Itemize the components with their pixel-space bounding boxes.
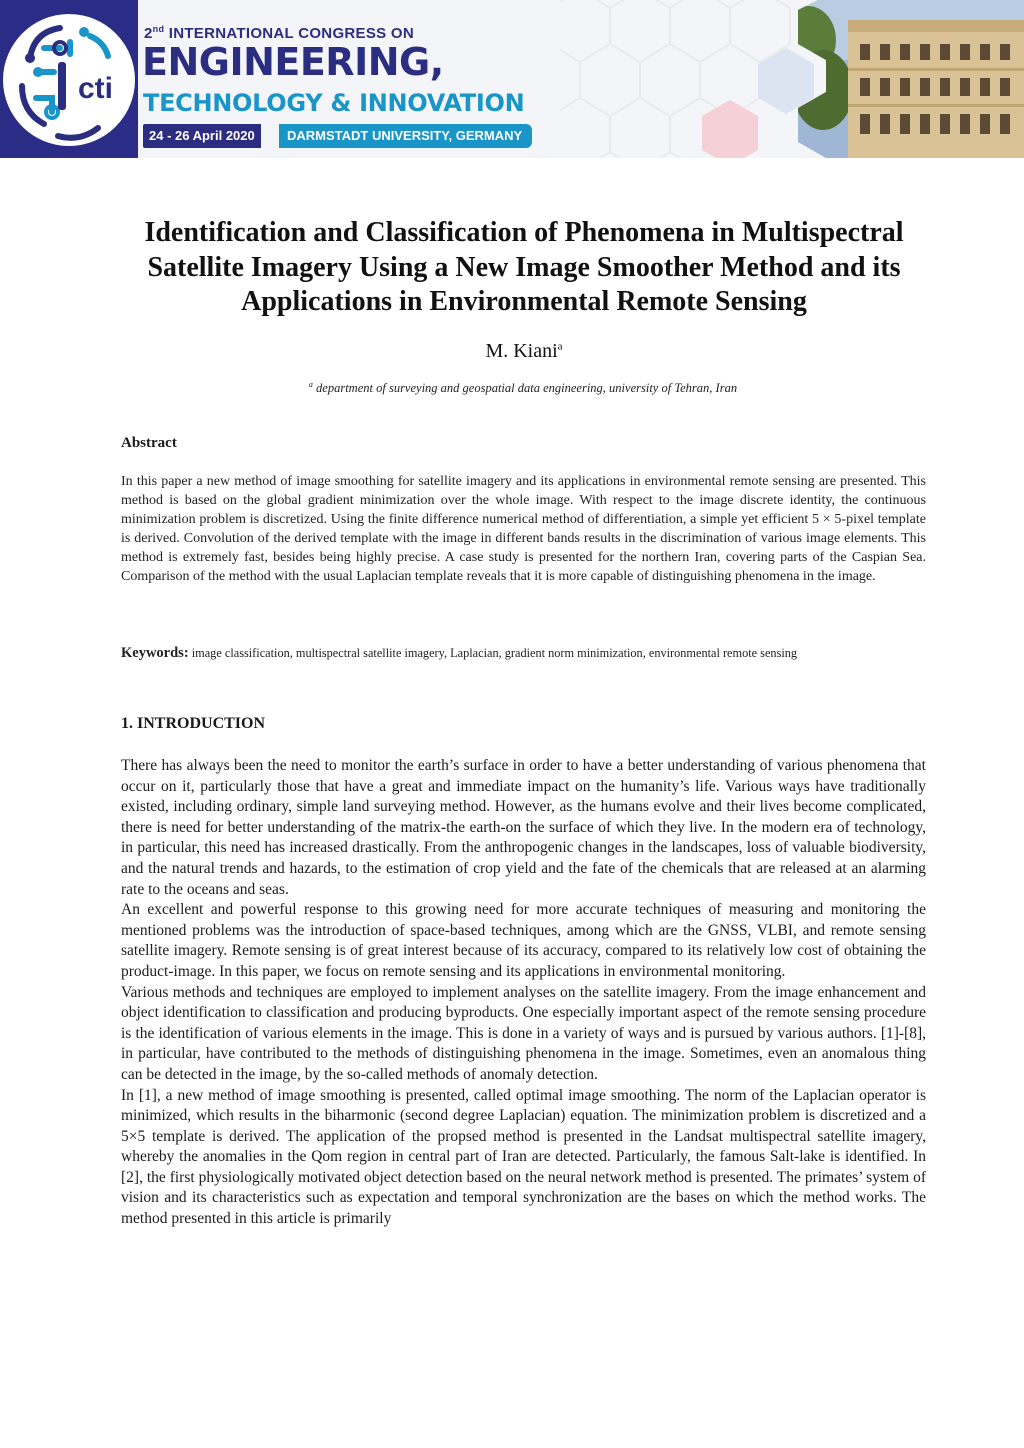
university-building-photo: [778, 0, 1024, 158]
congress-dates: 24 - 26 April 2020: [143, 124, 261, 148]
abstract-text: In this paper a new method of image smoothing for satellite imagery and its applications in environmental remote sensing are presented. This method is based on the global gradient minimization over the whole image. With respect to the image discrete identity, the continuous minimization problem is discretized. Using the finite difference numerical method of differentiation, a simple yet efficient 5 × 5-pixel template is derived. Convolution of the derived template with the image in different bands results in the discrimination of various image elements. This method is extremely fast, besides being highly precise. A case study is presented for the northern Iran, covering parts of the Caspian Sea. Comparison of the method with the usual Laplacian template reveals that it is more capable of distinguishing phenomena in the image.: [121, 474, 926, 584]
keywords-line: [121, 645, 941, 662]
congress-subtitle: 2nd INTERNATIONAL CONGRESS ON: [144, 24, 415, 42]
paragraph: An excellent and powerful response to this growing need for more accurate techniques of measuring and monitoring the mentioned problems was the introduction of space-based techniques, among which are the GNSS, VLBI, and remote sensing satellite imagery. Remote sensing is of great interest because of its accuracy, compared to its relatively low cost of obtaining the product-image. In this paper, we focus on remote sensing and its applications in environmental monitoring.: [121, 901, 926, 980]
keywords-list: image classification, multispectral satellite imagery, Laplacian, gradient norm minimization, environmental remote sensing: [188, 646, 798, 660]
keywords-label: Keywords:: [121, 645, 189, 661]
conference-banner: [0, 0, 1024, 158]
congress-venue: DARMSTADT UNIVERSITY, GERMANY: [279, 124, 532, 148]
affiliation: $^a$ department of surveying and geospatial data engineering, university of Tehran, Iran: [308, 380, 738, 396]
abstract-heading: Abstract: [121, 435, 177, 451]
section-heading-introduction: 1. INTRODUCTION: [121, 715, 266, 732]
paragraph: Various methods and techniques are employed to implement analyses on the satellite imagery. From the image enhancement and object identification to classification and producing byproducts. One especially important aspect of the remote sensing procedure is the identification of various elements in the image. This is done in a variety of ways and is pursued by various authors. [1]-[8], in particular, have contributed to the methods of distinguishing phenomena in the image. Sometimes, even an anomalous thing can be detected in the image, by the so-called methods of anomaly detection.: [121, 983, 926, 1083]
pink-hexagon: [702, 100, 758, 158]
congress-title-line1: ENGINEERING,: [142, 40, 444, 84]
author-line: M. Kiani$^a$: [485, 340, 563, 362]
introduction-body: [121, 756, 926, 1230]
author-name: M. Kiani: [485, 340, 558, 362]
congress-title-line2: TECHNOLOGY & INNOVATION: [143, 89, 525, 117]
congress-logo: [0, 2, 138, 158]
logo-text: cti: [78, 72, 114, 105]
paper-title: Identification and Classification of Phenomena in Multispectral Satellite Imagery Using a New Image Smoother Method and its Applications in Environmental Remote Sensing: [144, 217, 904, 317]
paragraph: There has always been the need to monitor the earth’s surface in order to have a better understanding of various phenomena that occur on it, particularly those that have a great and immediate impact on the humanity’s life. Various ways have traditionally existed, including ordinary, simple land surveying method. However, as the humans evolve and their lives become complicated, there is need for better understanding of the matrix-the earth-on the surface of which they live. In the modern era of technology, in particular, this need has increased drastically. From the anthropogenic changes in the landscapes, loss of valuable biodiversity, and the natural trends and hazards, to the estimation of crop yield and the fate of the chemicals that are released at an alarming rate to the oceans and seas.: [121, 757, 926, 898]
paragraph: In [1], a new method of image smoothing is presented, called optimal image smoothing. The norm of the Laplacian operator is minimized, which results in the biharmonic (second degree Laplacian) equation. The minimization problem is discretized and a 5×5 template is derived. The application of the propsed method is presented in the Landsat multispectral satellite imagery, whereby the anomalies in the Qom region in central part of Iran are detected. Particularly, the famous Salt-lake is identified. In [2], the first physiologically motivated object detection based on the neural network method is presented. The primates’ system of vision and its characteristics such as expectation and temporal synchronization are the bases on which the method works. The method presented in this article is primarily: [121, 1086, 926, 1228]
